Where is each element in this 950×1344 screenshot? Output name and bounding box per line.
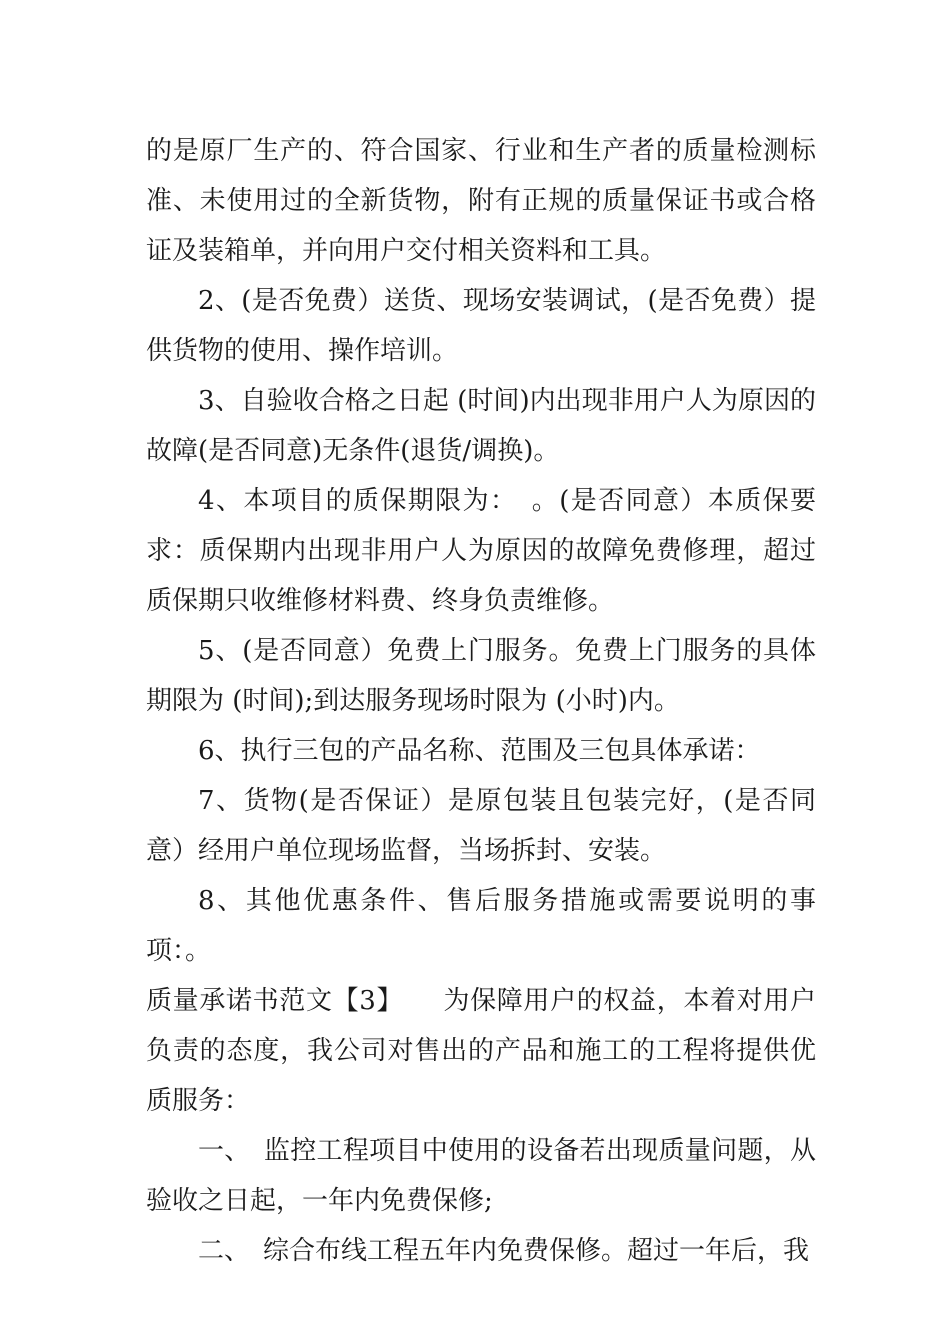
paragraph-item-4: 4、本项目的质保期限为： 。(是否同意）本质保要求：质保期内出现非用户人为原因的故障免费修理，超过质保期只收维修材料费、终身负责维修。	[146, 486, 816, 616]
paragraph-item-one: 一、 监控工程项目中使用的设备若出现质量问题，从验收之日起，一年内免费保修;	[146, 1136, 816, 1216]
paragraph-item-7: 7、货物(是否保证）是原包装且包装完好，(是否同意）经用户单位现场监督，当场拆封、安装。	[146, 786, 816, 866]
paragraph-continuation: 的是原厂生产的、符合国家、行业和生产者的质量检测标准、未使用过的全新货物，附有正规的质量保证书或合格证及装箱单，并向用户交付相关资料和工具。	[146, 136, 816, 266]
paragraph-item-6: 6、执行三包的产品名称、范围及三包具体承诺：	[198, 736, 761, 766]
paragraph-sample-3-intro: 质量承诺书范文【3】 为保障用户的权益，本着对用户负责的态度，我公司对售出的产品和施工的工程将提供优质服务：	[146, 986, 816, 1116]
paragraph-item-3: 3、自验收合格之日起 (时间)内出现非用户人为原因的故障(是否同意)无条件(退货/调换)。	[146, 386, 816, 466]
document-body	[146, 126, 816, 1276]
paragraph-item-8: 8、其他优惠条件、售后服务措施或需要说明的事项：。	[146, 886, 816, 966]
paragraph-item-5: 5、(是否同意）免费上门服务。免费上门服务的具体期限为 (时间);到达服务现场时限为 (小时)内。	[146, 636, 816, 716]
paragraph-item-two: 二、 综合布线工程五年内免费保修。超过一年后，我	[198, 1236, 810, 1266]
paragraph-item-2: 2、(是否免费）送货、现场安装调试，(是否免费）提供货物的使用、操作培训。	[146, 286, 816, 366]
